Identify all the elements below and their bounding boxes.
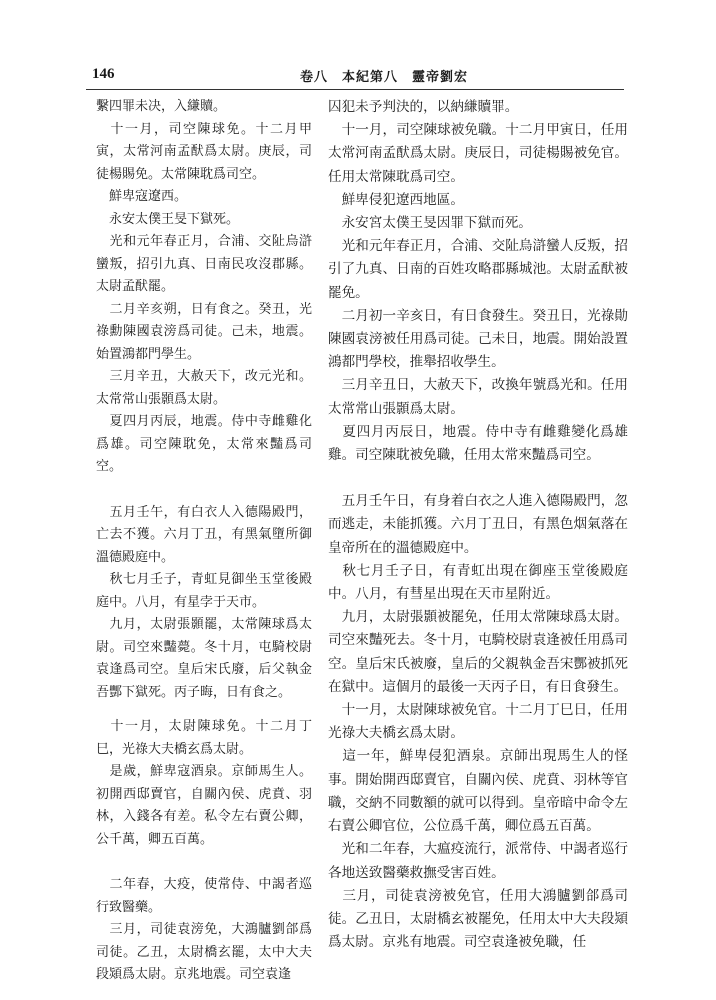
paragraph: 十一月，司空陳球被免職。十二月甲寅日，任用太常河南孟䣭爲太尉。庚辰日，司徒楊賜被免官。任用太常陳耽爲司空。 <box>328 122 628 185</box>
paragraph-gap <box>96 479 312 502</box>
header-rule <box>86 89 624 90</box>
paragraph: 這一年，鮮卑侵犯酒泉。京師出現馬生人的怪事。開始開西邸賣官，自關內侯、虎賁、羽林等官職，交納不同數額的就可以得到。皇帝暗中命令左右賣公卿官位，公位爲千萬，卿位爲五百萬。 <box>328 748 628 835</box>
page-number: 146 <box>92 66 115 82</box>
running-head: 卷八 本紀第八 靈帝劉宏 <box>300 70 469 85</box>
paragraph: 二月初一辛亥日，有日食發生。癸丑日，光祿勛陳國袁滂被任用爲司徒。己未日，地震。開始設置鴻都門學校，推舉招收學生。 <box>328 307 628 371</box>
paragraph: 是歲，鮮卑寇酒泉。京師馬生人。初開西邸賣官，自關內侯、虎賁、羽林，入錢各有差。私令左右賣公卿，公千萬，卿五百萬。 <box>96 764 312 847</box>
paragraph: 九月，太尉張顥被罷免，任用太常陳球爲太尉。司空來豔死去。冬十月，屯騎校尉袁逢被任用爲司空。皇后宋氏被廢，皇后的父親執金吾宋酆被抓死在獄中。這個月的最後一天丙子日，有日食發生。 <box>328 609 628 695</box>
paragraph: 十一月，太尉陳球免。十二月丁巳，光祿大夫橋玄爲太尉。 <box>96 719 312 757</box>
paragraph: 十一月，司空陳球免。十二月甲寅，太常河南孟䣭爲太尉。庚辰，司徒楊賜免。太常陳耽爲司空。 <box>96 121 312 182</box>
paragraph: 光和元年春正月，合浦、交阯烏滸蠻叛，招引九真、日南民攻沒郡縣。太尉孟䣭罷。 <box>96 234 312 294</box>
paragraph: 三月，司徒袁滂免，大鴻臚劉郃爲司徒。乙丑，太尉橋玄罷，太中大夫段熲爲太尉。京兆地震。司空袁逢 <box>96 922 312 982</box>
paragraph: 秋七月壬子，青虹見御坐玉堂後殿庭中。八月，有星孛于天市。 <box>96 572 312 610</box>
paragraph: 永安宮太僕王旻因罪下獄而死。 <box>328 215 532 232</box>
page-header <box>0 62 716 92</box>
paragraph: 秋七月壬子日，有青虹出現在御座玉堂後殿庭中。八月，有彗星出現在天市星附近。 <box>328 562 628 603</box>
paragraph: 三月辛丑，大赦天下，改元光和。太常常山張顥爲太尉。 <box>96 369 312 407</box>
paragraph-gap <box>328 467 628 490</box>
paragraph-gap <box>96 851 312 874</box>
paragraph: 五月壬午日，有身着白衣之人進入德陽殿門，忽而逃走，未能抓獲。六月丁丑日，有黑色烟氣落在皇帝所在的溫德殿庭中。 <box>328 493 628 556</box>
paragraph: 繫四罪未决，入縑贖。 <box>96 99 227 114</box>
paragraph: 鮮卑寇遼西。 <box>96 189 188 204</box>
paragraph: 三月辛丑日，大赦天下，改換年號爲光和。任用太常常山張顥爲太尉。 <box>328 377 628 417</box>
paragraph: 光和元年春正月，合浦、交阯烏滸蠻人反叛，招引了九真、日南的百姓攻略郡縣城池。太尉孟䣭被罷免。 <box>328 238 628 301</box>
paragraph: 三月，司徒袁滂被免官，任用大鴻臚劉郃爲司徒。乙丑日，太尉橋玄被罷免，任用太中大夫段熲爲太尉。京兆有地震。司空袁逢被免職，任 <box>328 887 628 951</box>
paragraph: 夏四月丙辰，地震。侍中寺雌雞化爲雄。司空陳耽免，太常來豔爲司空。 <box>96 414 312 474</box>
translation-column <box>328 96 628 954</box>
paragraph: 鮮卑侵犯遼西地區。 <box>328 191 464 208</box>
paragraph: 十一月，太尉陳球被免官。十二月丁巳日，任用光祿大夫橋玄爲太尉。 <box>328 702 628 742</box>
paragraph: 夏四月丙辰日，地震。侍中寺有雌雞變化爲雄雞。司空陳耽被免職，任用太常來豔爲司空。 <box>328 423 628 464</box>
paragraph: 囚犯未予判決的，以納縑贖罪。 <box>328 99 519 115</box>
paragraph: 二年春，大疫，使常侍、中謁者巡行致醫藥。 <box>96 877 312 915</box>
original-text-column <box>96 96 312 987</box>
paragraph: 永安太僕王旻下獄死。 <box>96 211 240 227</box>
paragraph-gap <box>96 704 312 716</box>
paragraph: 五月壬午，有白衣人入德陽殿門，亡去不獲。六月丁丑，有黑氣墮所御溫德殿庭中。 <box>96 504 312 565</box>
paragraph: 光和二年春，大瘟疫流行，派常侍、中謁者巡行各地送致醫藥救撫受害百姓。 <box>328 841 628 881</box>
paragraph: 二月辛亥朔，日有食之。癸丑，光祿勳陳國袁滂爲司徒。己未，地震。始置鴻都門學生。 <box>96 301 312 362</box>
paragraph: 九月，太尉張顥罷，太常陳球爲太尉。司空來豔薨。冬十月，屯騎校尉袁逢爲司空。皇后宋氏廢，后父執金吾酆下獄死。丙子晦，日有食之。 <box>96 617 312 700</box>
